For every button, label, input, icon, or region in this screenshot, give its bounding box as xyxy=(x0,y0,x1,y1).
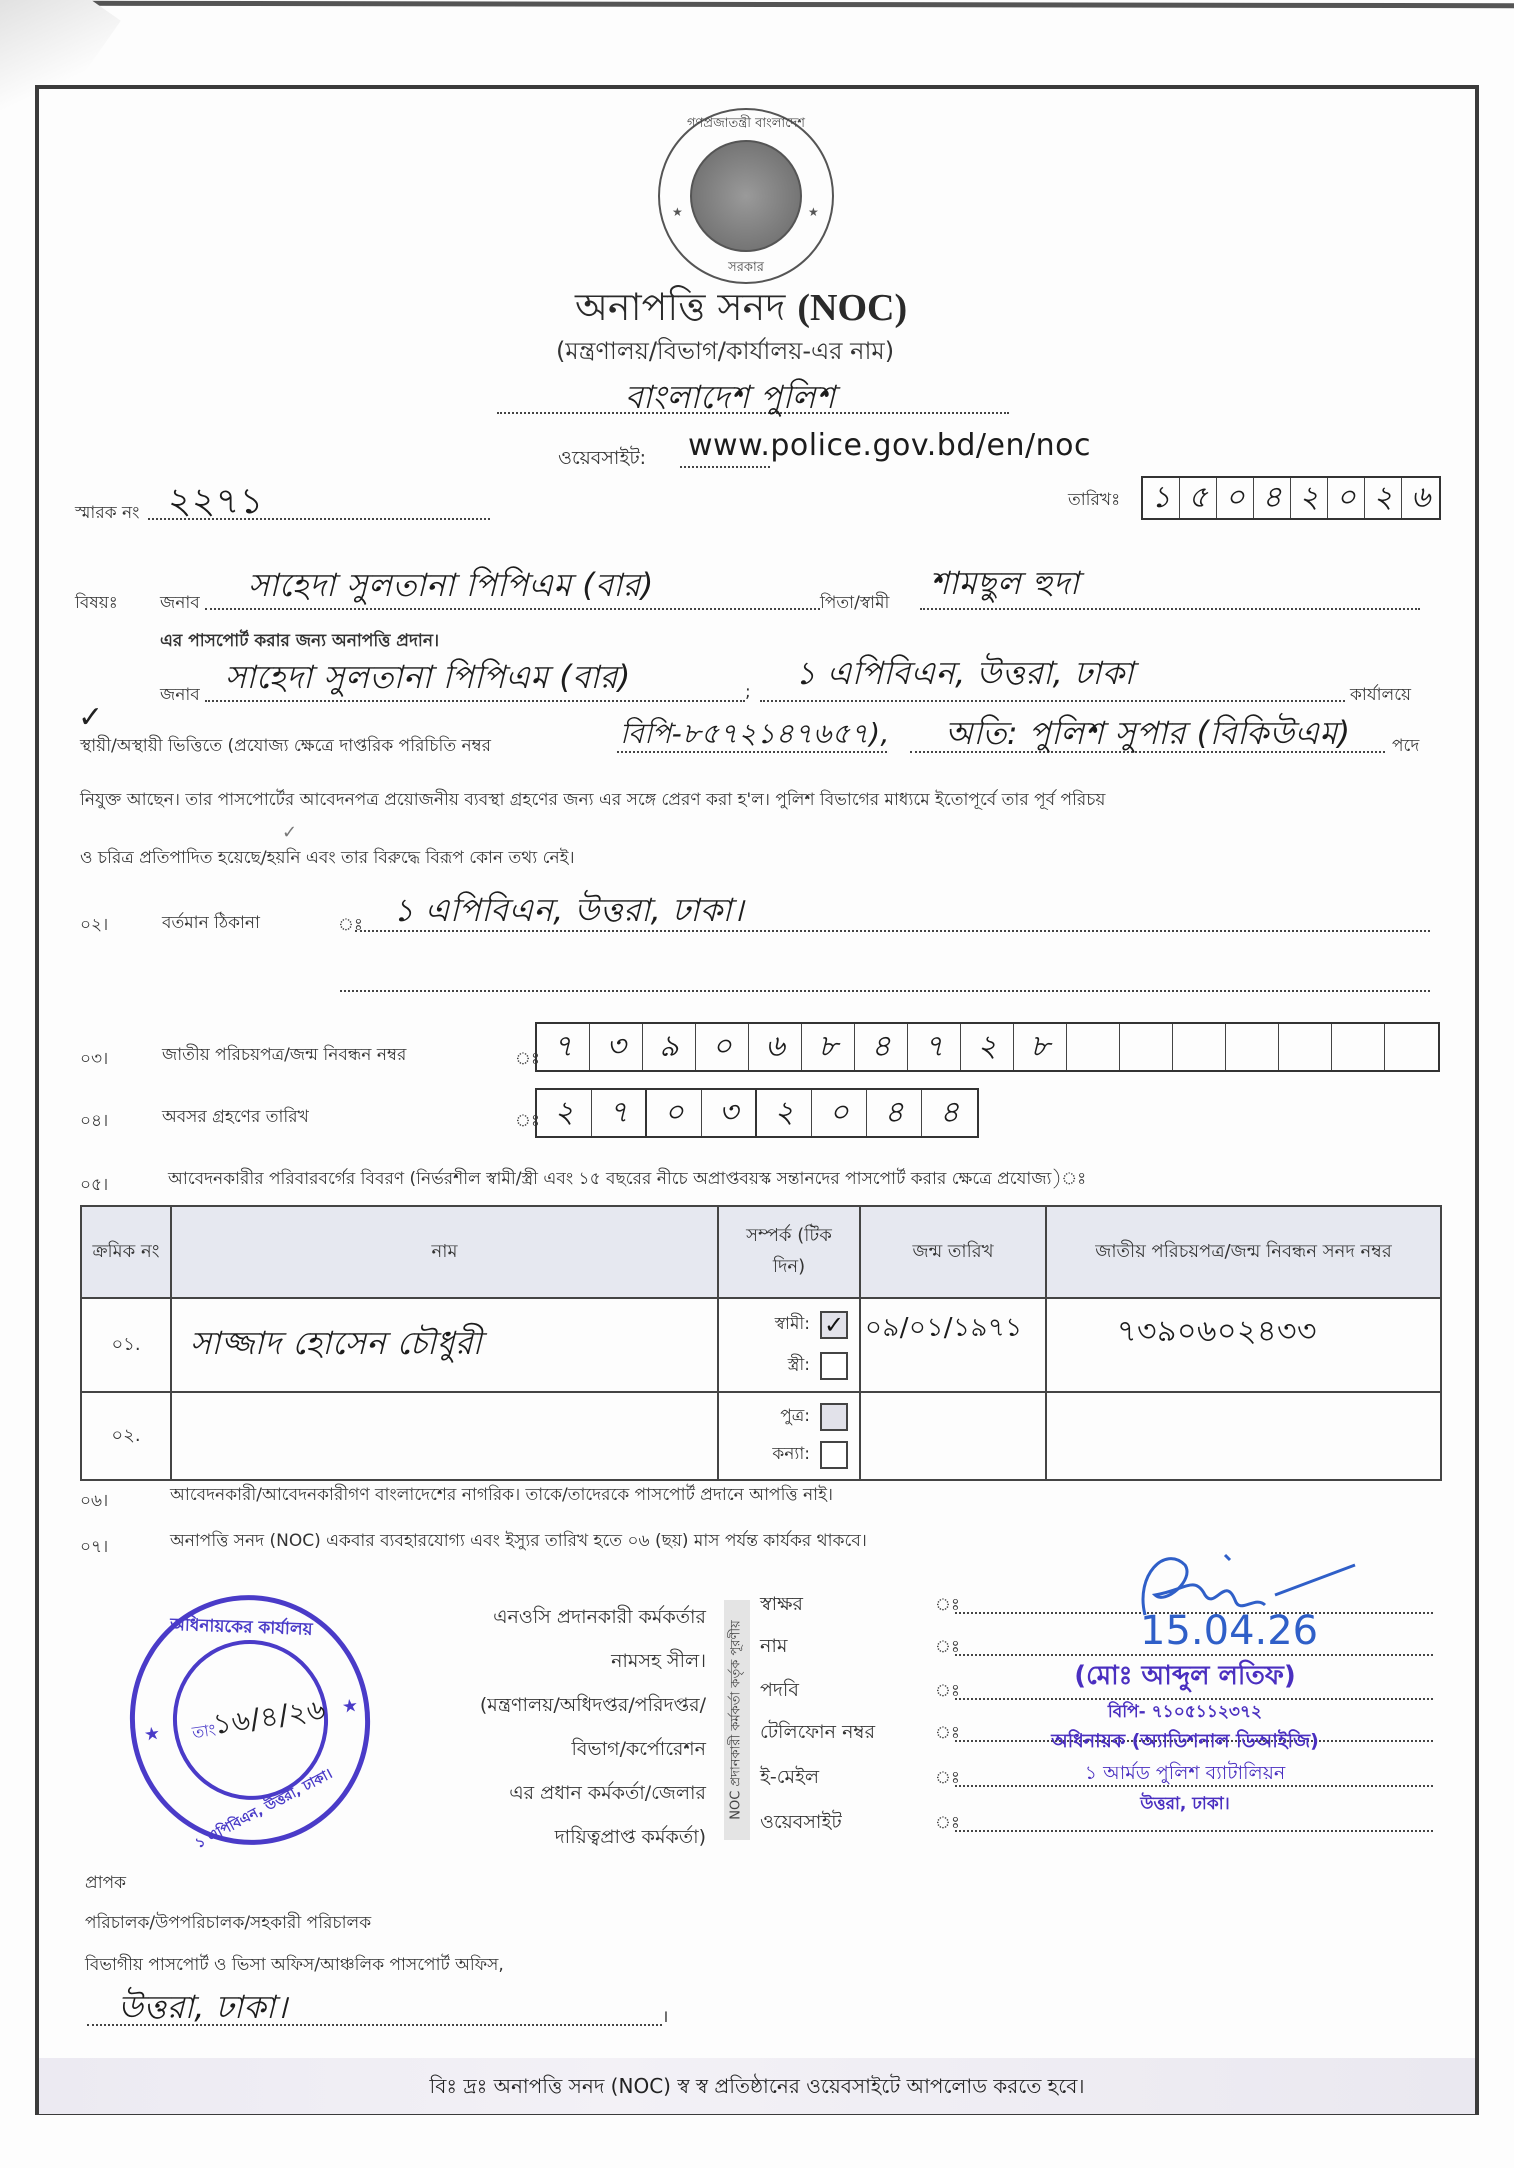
digit-box: ৬ xyxy=(1410,479,1431,515)
website-label: ওয়েবসাইট: xyxy=(558,447,647,469)
title-noc: (NOC) xyxy=(797,287,908,329)
office-separator: ; xyxy=(745,682,751,702)
stamp-bp-number: বিপি- ৭১০৫১১২৩৭২ xyxy=(1107,1702,1263,1722)
relation-husband[interactable] xyxy=(730,1311,848,1339)
present-address-value: ১ এপিবিএন, উত্তরা, ঢাকা। xyxy=(393,891,744,929)
memo-number: ২২৭১ xyxy=(168,481,264,522)
digit-box: ৭ xyxy=(537,1024,590,1070)
office-suffix: কার্যালয়ে xyxy=(1350,685,1412,705)
empty-digit-box xyxy=(1226,1024,1279,1070)
header-dob: জন্ম তারিখ xyxy=(860,1206,1046,1298)
tick-mark-icon: ✓ xyxy=(78,700,104,735)
date-boxes xyxy=(1141,476,1441,520)
digit-box: ৮ xyxy=(802,1024,855,1070)
paragraph-line2: ও চরিত্র প্রতিপাদিত হয়েছে/হয়নি এবং তার বিরুদ্ধে বিরূপ কোন তথ্য নেই। xyxy=(80,848,575,868)
item-02-number: ০২। xyxy=(80,915,109,935)
digit-box: ২ xyxy=(1365,478,1402,518)
item-03-colon: ঃ xyxy=(515,1049,540,1069)
relation-label: স্ত্রী: xyxy=(787,1354,810,1375)
recipient-line1: পরিচালক/উপপরিচালক/সহকারী পরিচালক xyxy=(85,1913,372,1933)
signatory-field-colon: ঃ xyxy=(935,1813,960,1833)
designation-value: অতি: পুলিশ সুপার (বিকিউএম) xyxy=(945,714,1351,752)
signatory-field-colon: ঃ xyxy=(935,1637,960,1657)
item-05-number: ০৫। xyxy=(80,1175,109,1195)
signed-date: 15.04.26 xyxy=(1140,1608,1319,1654)
signatory-field-label: টেলিফোন নম্বর xyxy=(760,1721,876,1743)
item-03-number: ০৩। xyxy=(80,1049,109,1069)
father-husband-label: পিতা/স্বামী xyxy=(820,593,890,613)
designation-prefix: স্থায়ী/অস্থায়ী ভিত্তিতে (প্রযোজ্য ক্ষেত্রে দাপ্তরিক পরিচিতি নম্বর xyxy=(80,736,492,756)
subject-name: সাহেদা সুলতানা পিপিএম (বার) xyxy=(248,566,654,604)
empty-digit-box xyxy=(1173,1024,1226,1070)
row-nid xyxy=(1046,1298,1441,1392)
signatory-line: বিভাগ/কর্পোরেশন xyxy=(571,1738,706,1760)
address-dotted-line-2 xyxy=(340,990,1430,992)
header-relation: সম্পর্ক (টিক দিন) xyxy=(718,1206,860,1298)
digit-box: ১ xyxy=(1143,478,1180,518)
seal-map-emblem xyxy=(690,140,802,252)
signatory-line: এনওসি প্রদানকারী কর্মকর্তার xyxy=(493,1606,706,1628)
digit-box: ৮ xyxy=(1014,1024,1067,1070)
table-row xyxy=(81,1298,1441,1392)
digit-box: ০ xyxy=(1328,478,1365,518)
memo-label: স্মারক নং xyxy=(75,503,140,523)
subject-janab: জনাব xyxy=(160,593,200,613)
subject-label: বিষয়ঃ xyxy=(75,593,118,613)
vertical-label-text: NOC প্রদানকারী কর্মকর্তা কর্তৃক পূরণীয় xyxy=(728,1620,744,1820)
empty-digit-box xyxy=(1279,1024,1332,1070)
signatory-field-dotted-line xyxy=(955,1830,1433,1832)
title-bangla: অনাপত্তি সনদ xyxy=(575,285,786,329)
seal-star-icon: ★ xyxy=(672,205,683,219)
relation-son[interactable] xyxy=(730,1403,848,1431)
seal-bottom-text: ১ এপিবিএন, উত্তরা, ঢাকা। xyxy=(192,1765,336,1852)
relation-label: কন্যা: xyxy=(772,1444,810,1464)
item-07-number: ০৭। xyxy=(80,1537,109,1557)
stamp-unit: ১ আর্মড পুলিশ ব্যাটালিয়ন xyxy=(1084,1762,1286,1784)
row-nid-value: ৭৩৯০৬০২৪৩৩ xyxy=(1117,1314,1317,1349)
item-06-number: ০৬। xyxy=(80,1491,109,1511)
recipient-location: উত্তরা, ঢাকা। xyxy=(118,1988,288,2026)
empty-digit-box xyxy=(1067,1024,1120,1070)
relation-daughter[interactable] xyxy=(730,1441,848,1469)
government-seal xyxy=(658,108,834,284)
digit-box: ০ xyxy=(1217,478,1254,518)
digit-box: ০ xyxy=(696,1024,749,1070)
signatory-field-label: পদবি xyxy=(760,1679,799,1701)
digit-box: ৭ xyxy=(908,1024,961,1070)
header-nid: জাতীয় পরিচয়পত্র/জন্ম নিবন্ধন সনদ নম্বর xyxy=(1046,1206,1441,1298)
relation-checkbox[interactable] xyxy=(820,1403,848,1431)
digit-box: ৪ xyxy=(1254,478,1291,518)
digit-box: ০ xyxy=(647,1090,702,1136)
item-04-number: ০৪। xyxy=(80,1111,109,1131)
recipient-line-end: । xyxy=(662,2007,669,2027)
digit-box: ৩ xyxy=(702,1090,757,1136)
seal-star-icon: ★ xyxy=(808,205,819,219)
digit-box: ২ xyxy=(537,1090,592,1136)
header-serial: ক্রমিক নং xyxy=(81,1206,171,1298)
signatory-field-label: ওয়েবসাইট xyxy=(760,1811,842,1833)
empty-digit-box xyxy=(1332,1024,1385,1070)
row-dob xyxy=(860,1392,1046,1480)
official-id-value: বিপি-৮৫৭২১৪৭৬৫৭), xyxy=(620,717,890,750)
website-value: www.police.gov.bd/en/noc xyxy=(688,428,1091,463)
row-serial: ০১. xyxy=(81,1298,171,1392)
stamp-officer-name: (মোঃ আব্দুল লতিফ) xyxy=(1074,1661,1296,1691)
relation-label: স্বামী: xyxy=(774,1313,810,1334)
item-03-label: জাতীয় পরিচয়পত্র/জন্ম নিবন্ধন নম্বর xyxy=(162,1045,407,1065)
digit-box: ৯ xyxy=(643,1024,696,1070)
digit-box: ২ xyxy=(757,1090,812,1136)
footer-note: বিঃ দ্রঃ অনাপত্তি সনদ (NOC) স্ব স্ব প্রতিষ্ঠানের ওয়েবসাইটে আপলোড করতে হবে। xyxy=(429,2074,1085,2098)
relation-checkbox-checked[interactable]: ✓ xyxy=(820,1311,848,1339)
digit-box: ৭ xyxy=(592,1090,647,1136)
digit-box: ৬ xyxy=(749,1024,802,1070)
relation-wife[interactable] xyxy=(730,1352,848,1380)
signatory-line: নামসহ সীল। xyxy=(611,1650,706,1672)
digit-box: ৪ xyxy=(939,1094,960,1130)
signatory-line: (মন্ত্রণালয়/অধিদপ্তর/পরিদপ্তর/ xyxy=(479,1694,706,1716)
stamp-location: উত্তরা, ঢাকা। xyxy=(1140,1794,1230,1814)
signatory-line: এর প্রধান কর্মকর্তা/জেলার xyxy=(509,1782,706,1804)
item-02-label: বর্তমান ঠিকানা xyxy=(162,913,260,933)
item-06-text: আবেদনকারী/আবেদনকারীগণ বাংলাদেশের নাগরিক। তাকে/তাদেরকে পাসপোর্ট প্রদানে আপত্তি নাই। xyxy=(170,1485,834,1505)
seal-star-icon: ★ xyxy=(340,1694,360,1718)
seal-text-top: গণপ্রজাতন্ত্রী বাংলাদেশ xyxy=(687,116,805,131)
row-serial: ০২. xyxy=(81,1392,171,1480)
seal-top-text: অধিনায়কের কার্যালয় xyxy=(169,1614,313,1640)
ministry-value: বাংলাদেশ পুলিশ xyxy=(625,378,836,416)
row-name xyxy=(171,1298,718,1392)
signatory-line: দায়িত্বপ্রাপ্ত কর্মকর্তা) xyxy=(554,1826,706,1848)
seal-date-label: তাং xyxy=(190,1719,217,1743)
vertical-noc-label xyxy=(724,1600,750,1840)
subject-line2: এর পাসপোর্ট করার জন্য অনাপত্তি প্রদান। xyxy=(160,631,440,651)
signatory-field-colon: ঃ xyxy=(935,1681,960,1701)
item-05-label: আবেদনকারীর পরিবারবর্গের বিবরণ (নির্ভরশীল স্বামী/স্ত্রী এবং ১৫ বছরের নীচে অপ্রাপ্তবয়স্ক সন্তানদের পাসপোর্ট করার ক্ষেত্রে প্রযোজ্য)ঃ xyxy=(168,1169,1087,1189)
row-name xyxy=(171,1392,718,1480)
empty-digit-box xyxy=(1120,1024,1173,1070)
nid-boxes xyxy=(535,1022,1440,1072)
relation-checkbox[interactable] xyxy=(820,1352,848,1380)
office-applicant-name: সাহেদা সুলতানা পিপিএম (বার) xyxy=(225,658,631,696)
item-04-label: অবসর গ্রহণের তারিখ xyxy=(162,1107,309,1127)
digit-box: ৩ xyxy=(590,1024,643,1070)
digit-box: ২ xyxy=(961,1024,1014,1070)
digit-box: ৫ xyxy=(1180,478,1217,518)
paragraph-line1: নিযুক্ত আছেন। তার পাসপোর্টের আবেদনপত্র প্রয়োজনীয় ব্যবস্থা গ্রহণের জন্য এর সঙ্গে প্রেরণ করা হ'ল। পুলিশ বিভাগের মাধ্যমে ইতোপূর্বে তার পূর্ব পরিচয় xyxy=(80,790,1106,810)
ministry-subtitle: (মন্ত্রণালয়/বিভাগ/কার্যালয়-এর নাম) xyxy=(556,337,895,365)
signatory-field-colon: ঃ xyxy=(935,1595,960,1615)
designation-suffix: পদে xyxy=(1392,736,1420,756)
table-row xyxy=(81,1392,1441,1480)
officer-name-stamp xyxy=(1020,1655,1350,1819)
relation-checkbox[interactable] xyxy=(820,1441,848,1469)
signatory-field-colon: ঃ xyxy=(935,1723,960,1743)
item-02-colon: ঃ xyxy=(338,915,363,935)
row-name-value: সাজ্জাদ হোসেন চৌধুরী xyxy=(190,1324,483,1362)
signatory-field-label: স্বাক্ষর xyxy=(760,1593,803,1615)
table-header-row xyxy=(81,1206,1441,1298)
item-04-colon: ঃ xyxy=(515,1111,540,1131)
family-details-table xyxy=(80,1205,1442,1481)
digit-box: ৪ xyxy=(855,1024,908,1070)
digit-box: ০ xyxy=(812,1090,867,1136)
seal-date-value: ১৬/৪/২৬ xyxy=(210,1692,328,1741)
recipient-heading: প্রাপক xyxy=(85,1873,127,1893)
item-07-text: অনাপত্তি সনদ (NOC) একবার ব্যবহারযোগ্য এবং ইস্যুর তারিখ হতে ০৬ (ছয়) মাস পর্যন্ত কার্যকর থাকবে। xyxy=(170,1531,867,1551)
seal-text-bottom: সরকার xyxy=(728,260,764,275)
seal-star-icon: ★ xyxy=(142,1722,162,1746)
signatory-field-colon: ঃ xyxy=(935,1768,960,1788)
signatory-description xyxy=(480,1595,706,1859)
retirement-date-boxes xyxy=(535,1088,979,1138)
date-label: তারিখঃ xyxy=(1068,490,1121,510)
recipient-line2: বিভাগীয় পাসপোর্ট ও ভিসা অফিস/আঞ্চলিক পাসপোর্ট অফিস, xyxy=(85,1955,504,1975)
tick-mark-icon: ✓ xyxy=(282,822,298,843)
office-value: ১ এপিবিএন, উত্তরা, ঢাকা xyxy=(795,654,1134,692)
father-husband-value: শামছুল হুদা xyxy=(930,564,1080,602)
empty-digit-box xyxy=(1385,1024,1438,1070)
stamp-designation: অধিনায়ক (অ্যাডিশনাল ডিআইজি) xyxy=(1051,1730,1319,1752)
row-dob xyxy=(860,1298,1046,1392)
digit-box: ২ xyxy=(1291,478,1328,518)
row-relation xyxy=(718,1392,860,1480)
digit-box: ৪ xyxy=(867,1090,922,1136)
header-name: নাম xyxy=(171,1206,718,1298)
office-janab: জনাব xyxy=(160,685,200,705)
paper-edge-line xyxy=(80,1,1514,9)
footer-band xyxy=(39,2058,1475,2114)
row-relation xyxy=(718,1298,860,1392)
row-dob-value: ০৯/০১/১৯৭১ xyxy=(865,1313,1023,1343)
relation-label: পুত্র: xyxy=(780,1406,810,1426)
row-nid xyxy=(1046,1392,1441,1480)
signatory-field-label: নাম xyxy=(760,1635,788,1657)
website-dotted-line xyxy=(680,466,770,468)
signatory-field-label: ই-মেইল xyxy=(760,1766,820,1788)
